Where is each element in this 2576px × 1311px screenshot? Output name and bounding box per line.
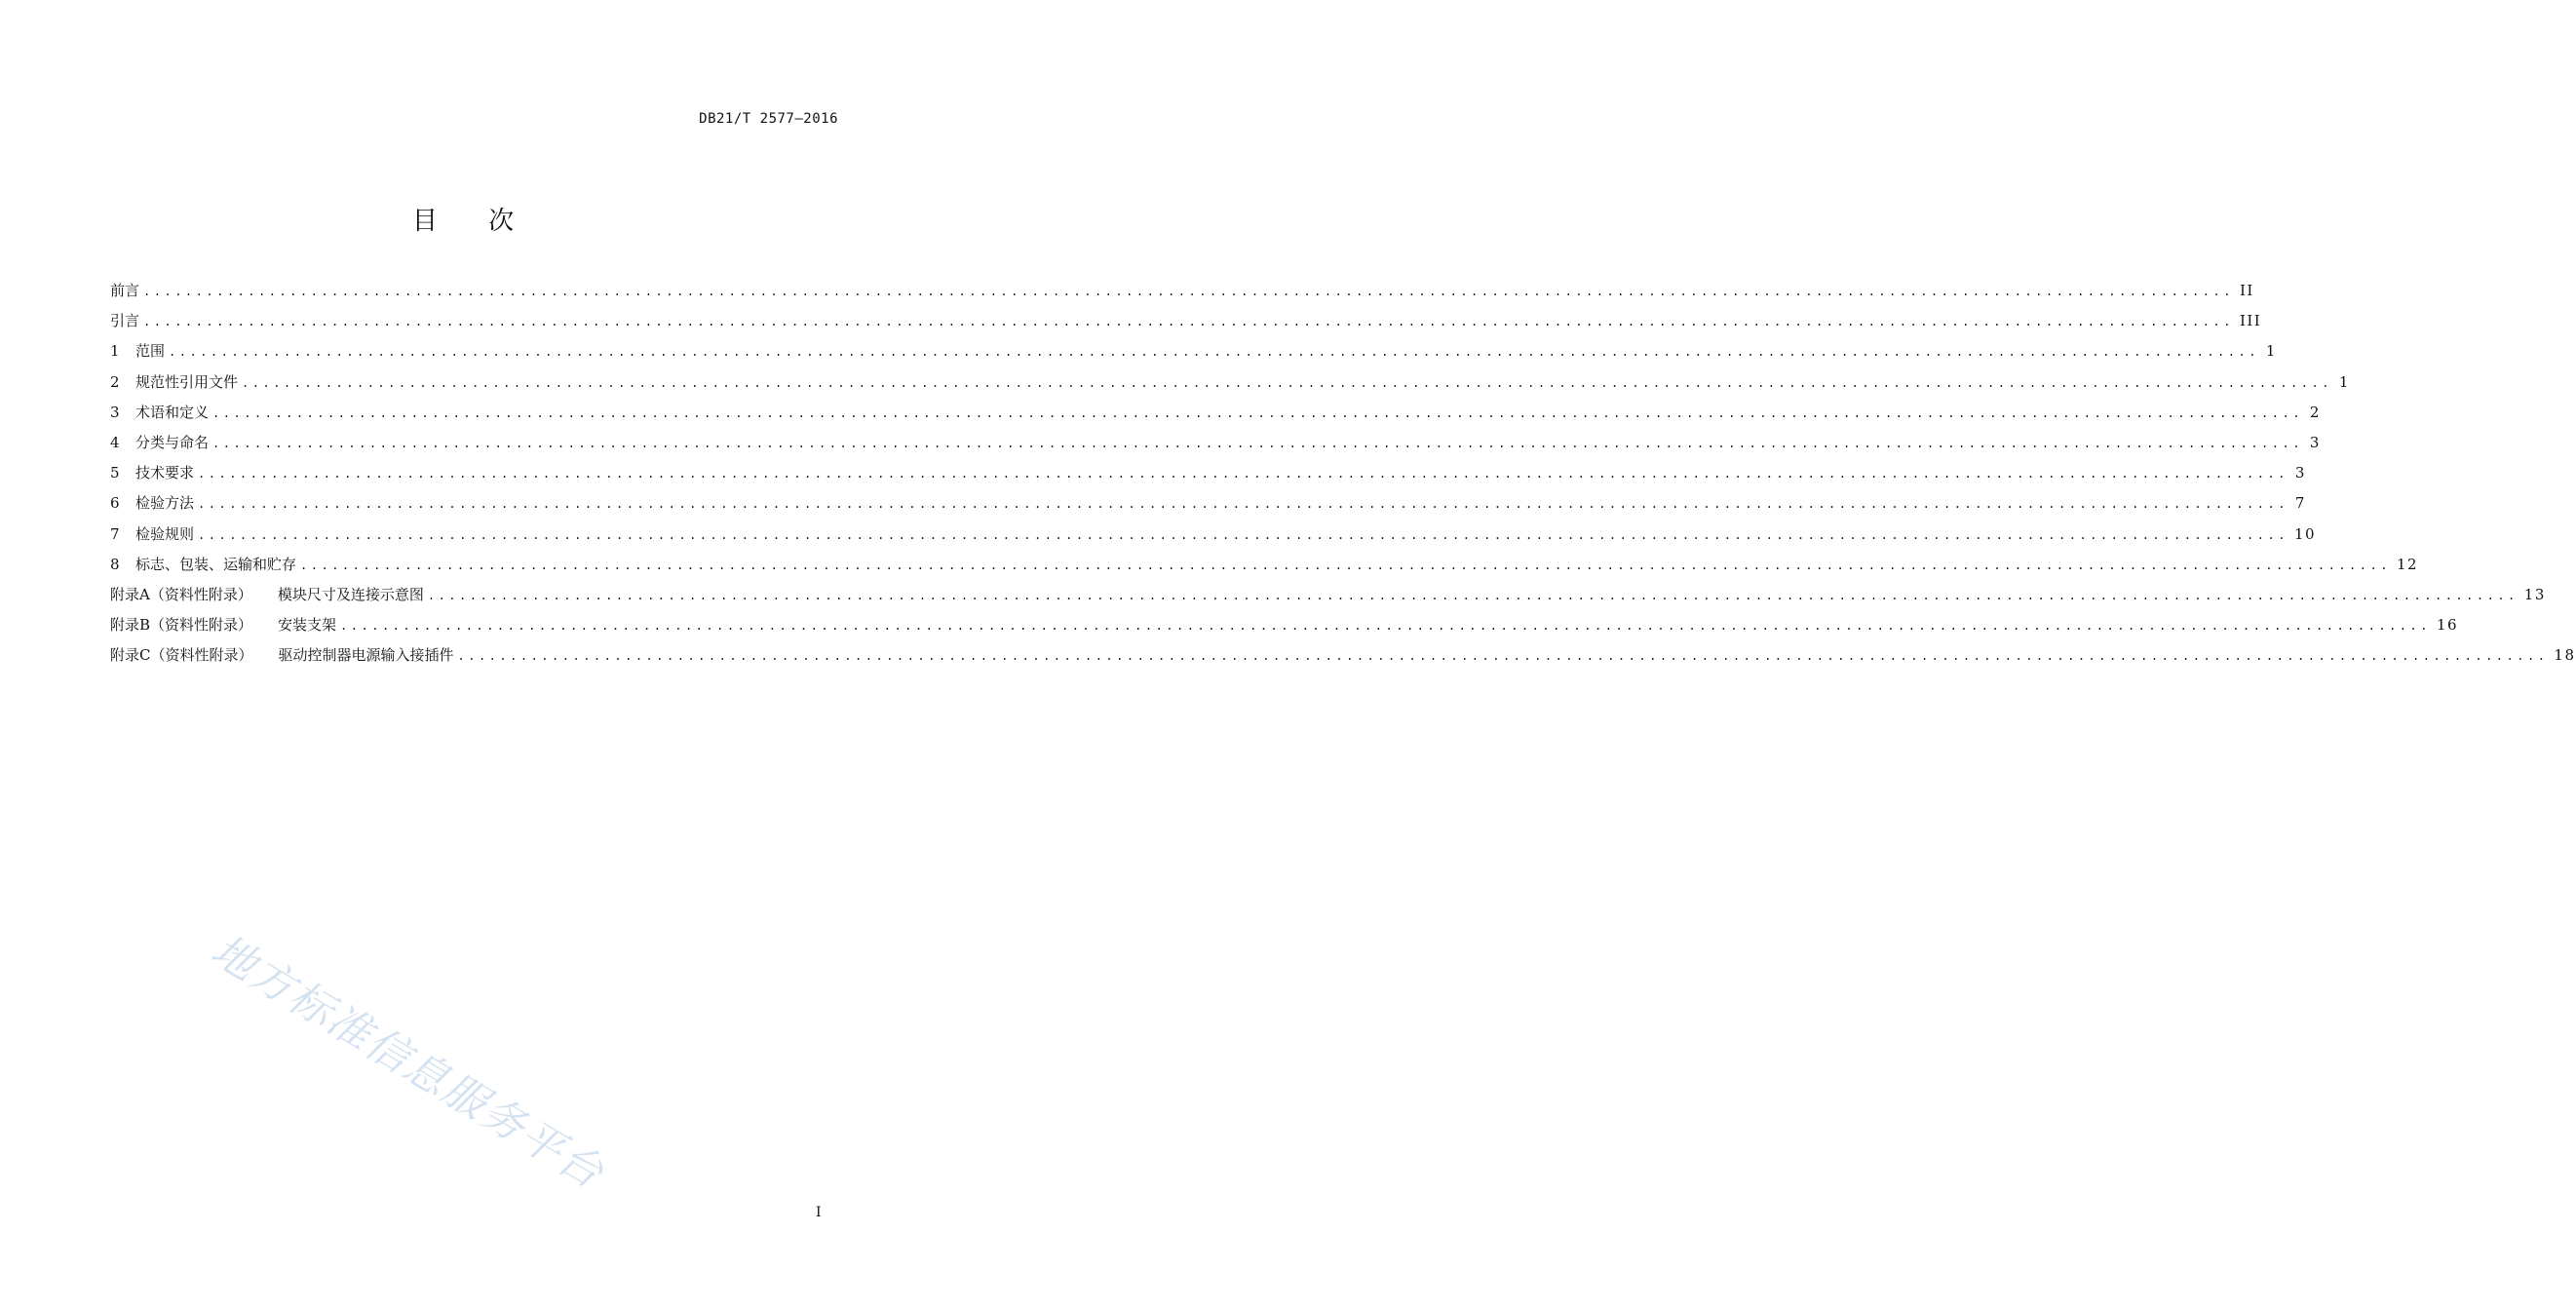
toc-entry-page: 3 bbox=[2294, 464, 2306, 482]
toc-entry-appendix-title: 安装支架 bbox=[278, 616, 337, 635]
toc-entry-label: 附录C（资料性附录） bbox=[110, 646, 253, 665]
toc-entry-appendix-title: 模块尺寸及连接示意图 bbox=[277, 585, 424, 603]
toc-entry-number: 2 bbox=[110, 372, 120, 391]
toc-entry-page: 3 bbox=[2309, 433, 2321, 451]
toc-entry[interactable] bbox=[110, 279, 2254, 309]
toc-dot-leader: ........................................................................................................................................................................................................ bbox=[300, 558, 2391, 572]
toc-dot-leader: ........................................................................................................................................................................................................ bbox=[198, 467, 2288, 482]
toc-dot-leader: ........................................................................................................................................................................................................ bbox=[340, 619, 2431, 634]
page-title: 目 次 bbox=[411, 207, 536, 236]
toc-entry[interactable] bbox=[110, 643, 2576, 674]
toc-entry-page: II bbox=[2239, 282, 2254, 299]
toc-entry-number: 6 bbox=[110, 494, 120, 513]
toc-dot-leader: ........................................................................................................................................................................................................ bbox=[143, 315, 2234, 329]
toc-entry-label: 术语和定义 bbox=[135, 403, 210, 421]
toc-entry[interactable] bbox=[110, 522, 2317, 553]
toc-entry[interactable] bbox=[110, 461, 2306, 491]
toc-dot-leader: ........................................................................................................................................................................................................ bbox=[143, 285, 2234, 298]
toc-entry[interactable] bbox=[110, 491, 2306, 521]
toc-dot-leader: ........................................................................................................................................................................................................ bbox=[198, 527, 2288, 542]
toc-entry-page: 7 bbox=[2294, 494, 2306, 513]
toc-entry[interactable] bbox=[110, 401, 2321, 431]
toc-entry-page: 1 bbox=[2265, 342, 2277, 361]
toc-entry-number: 1 bbox=[110, 342, 120, 361]
toc-entry-label: 附录A（资料性附录） bbox=[110, 585, 252, 603]
page-number: I bbox=[816, 1205, 822, 1220]
toc-entry-appendix-title: 驱动控制器电源输入接插件 bbox=[278, 646, 454, 665]
toc-entry[interactable] bbox=[110, 553, 2419, 583]
toc-entry[interactable] bbox=[110, 370, 2350, 401]
toc-dot-leader: ........................................................................................................................................................................................................ bbox=[427, 588, 2518, 602]
toc-entry-label: 技术要求 bbox=[135, 464, 195, 482]
toc-entry-page: 2 bbox=[2309, 403, 2321, 421]
toc-entry-label: 分类与命名 bbox=[135, 433, 210, 451]
toc-dot-leader: ........................................................................................................................................................................................................ bbox=[212, 405, 2303, 420]
table-of-contents bbox=[110, 279, 2576, 674]
toc-entry-page: III bbox=[2239, 312, 2262, 330]
toc-entry-label: 前言 bbox=[110, 282, 140, 299]
toc-entry-page: 10 bbox=[2293, 524, 2317, 543]
toc-entry-label: 标志、包装、运输和贮存 bbox=[135, 555, 297, 573]
toc-entry[interactable] bbox=[110, 339, 2277, 369]
toc-entry-page: 16 bbox=[2436, 616, 2459, 635]
toc-entry-label: 检验规则 bbox=[135, 524, 195, 543]
toc-entry-label: 范围 bbox=[135, 342, 166, 361]
toc-entry-page: 12 bbox=[2396, 555, 2419, 573]
toc-entry-label: 检验方法 bbox=[135, 494, 195, 513]
toc-entry-label: 规范性引用文件 bbox=[135, 372, 239, 391]
toc-entry-number: 8 bbox=[110, 555, 120, 573]
toc-entry-number: 5 bbox=[110, 464, 120, 482]
toc-entry[interactable] bbox=[110, 583, 2546, 613]
toc-entry-page: 18 bbox=[2554, 646, 2576, 665]
standard-code: DB21/T 2577—2016 bbox=[699, 111, 838, 127]
toc-entry[interactable] bbox=[110, 309, 2262, 339]
toc-dot-leader: ........................................................................................................................................................................................................ bbox=[169, 345, 2259, 360]
toc-dot-leader: ........................................................................................................................................................................................................ bbox=[242, 375, 2332, 390]
toc-entry-number: 3 bbox=[110, 403, 120, 421]
toc-entry-page: 13 bbox=[2523, 585, 2546, 603]
toc-entry-number: 7 bbox=[110, 524, 120, 543]
toc-entry-label: 附录B（资料性附录） bbox=[110, 616, 253, 635]
toc-dot-leader: ........................................................................................................................................................................................................ bbox=[212, 436, 2303, 450]
toc-entry[interactable] bbox=[110, 431, 2321, 461]
toc-dot-leader: ........................................................................................................................................................................................................ bbox=[198, 497, 2288, 512]
toc-dot-leader: ........................................................................................................................................................................................................ bbox=[457, 649, 2549, 664]
toc-entry-label: 引言 bbox=[110, 312, 140, 330]
toc-entry-page: 1 bbox=[2338, 372, 2350, 391]
watermark: 地方标准信息服务平台 bbox=[203, 925, 613, 1200]
toc-entry-number: 4 bbox=[110, 433, 120, 451]
toc-entry[interactable] bbox=[110, 613, 2459, 643]
